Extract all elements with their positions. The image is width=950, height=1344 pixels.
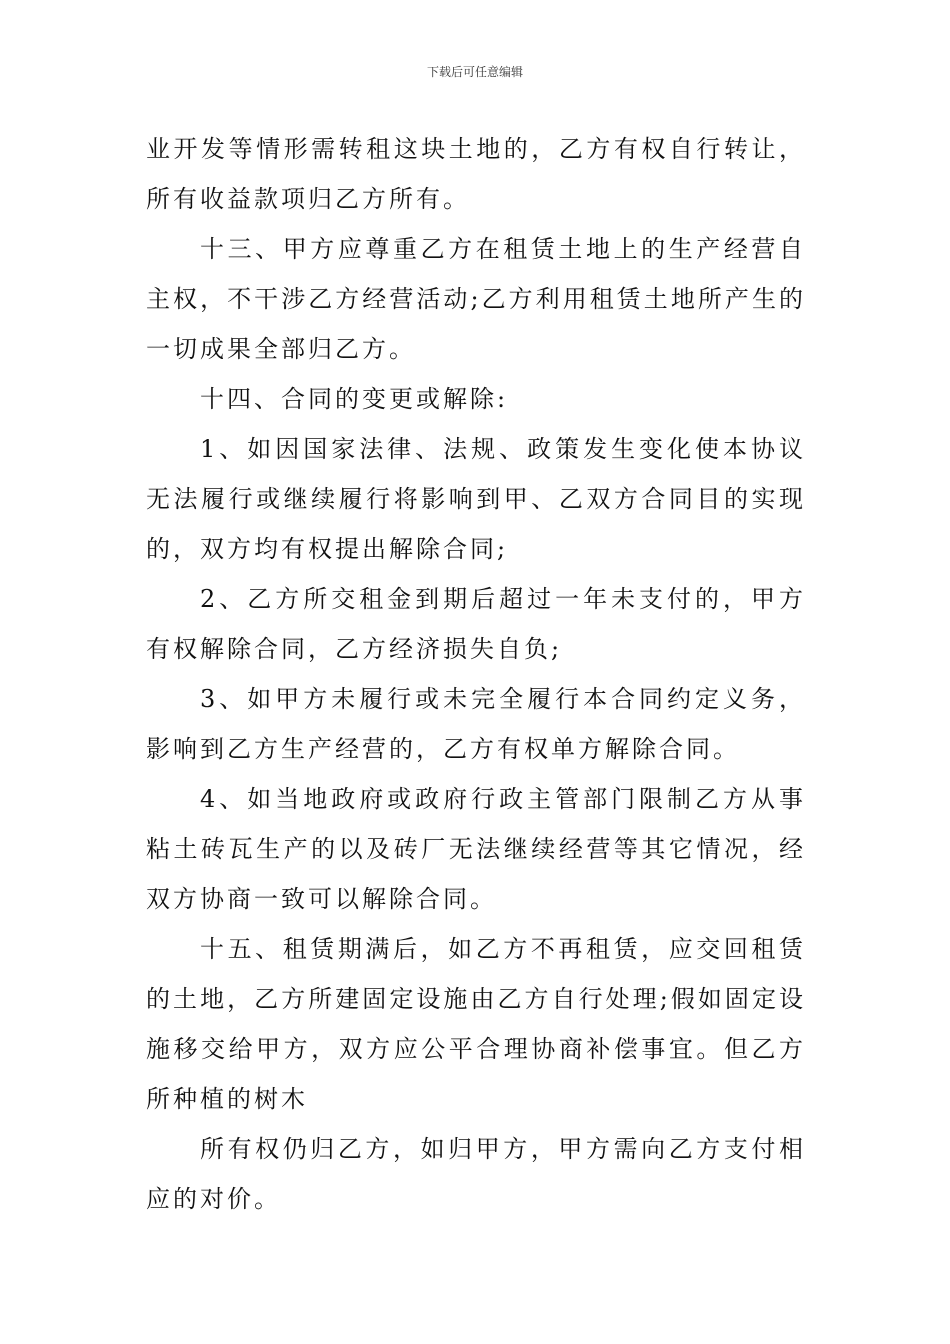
paragraph-3: 十四、合同的变更或解除: [200, 385, 509, 413]
paragraph-5: 2、乙方所交租金到期后超过一年未支付的，甲方有权解除合同，乙方经济损失自负; [146, 585, 806, 663]
paragraph-7: 4、如当地政府或政府行政主管部门限制乙方从事粘土砖瓦生产的以及砖厂无法继续经营等其它情况，经双方协商一致可以解除合同。 [146, 785, 806, 913]
paragraph-8: 十五、租赁期满后，如乙方不再租赁，应交回租赁的土地，乙方所建固定设施由乙方自行处理;假如固定设施移交给甲方，双方应公平合理协商补偿事宜。但乙方所种植的树木 [146, 935, 806, 1113]
document-body [146, 124, 806, 1224]
page-header: 下载后可任意编辑 [426, 65, 523, 79]
paragraph-4: 1、如因国家法律、法规、政策发生变化使本协议无法履行或继续履行将影响到甲、乙双方合同目的实现的，双方均有权提出解除合同; [146, 435, 806, 563]
paragraph-2: 十三、甲方应尊重乙方在租赁土地上的生产经营自主权，不干涉乙方经营活动;乙方利用租赁土地所产生的一切成果全部归乙方。 [146, 235, 806, 363]
paragraph-9: 所有权仍归乙方，如归甲方，甲方需向乙方支付相应的对价。 [146, 1135, 806, 1213]
paragraph-6: 3、如甲方未履行或未完全履行本合同约定义务，影响到乙方生产经营的，乙方有权单方解除合同。 [146, 685, 806, 763]
paragraph-1: 业开发等情形需转租这块土地的，乙方有权自行转让，所有收益款项归乙方所有。 [146, 135, 806, 213]
